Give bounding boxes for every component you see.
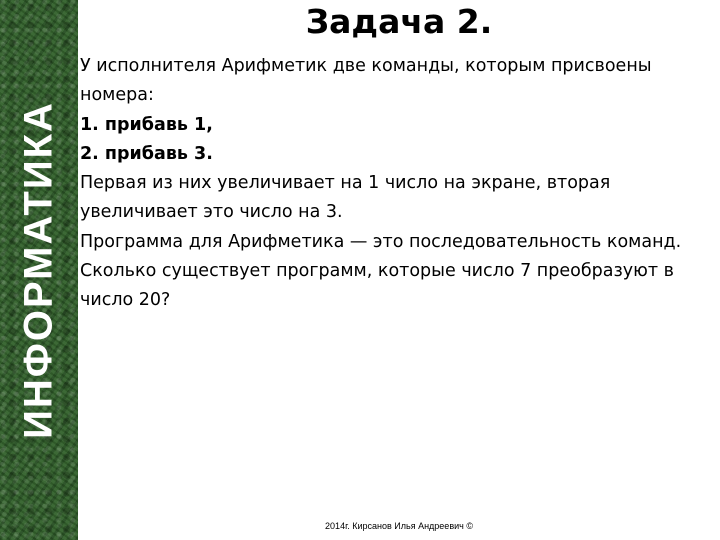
sidebar-panel [0, 0, 78, 540]
slide-title: Задача 2. [305, 2, 493, 41]
author-footer: 2014г. Кирсанов Илья Андреевич © [325, 521, 473, 531]
command-1: 1. прибавь 1, [80, 114, 213, 135]
task-description: Первая из них увеличивает на 1 число на экране, вторая увеличивает это число на 3. [80, 173, 611, 223]
command-2: 2. прибавь 3. [80, 143, 213, 164]
program-definition: Программа для Арифметика — это последовательность команд. [80, 231, 682, 252]
task-question: Сколько существует программ, которые число 7 преобразуют в число 20? [80, 261, 674, 311]
sidebar-subject-label: ИНФОРМАТИКА [16, 101, 61, 439]
task-intro: У исполнителя Арифметик две команды, которым присвоены номера: [80, 56, 652, 106]
task-text [80, 52, 716, 316]
